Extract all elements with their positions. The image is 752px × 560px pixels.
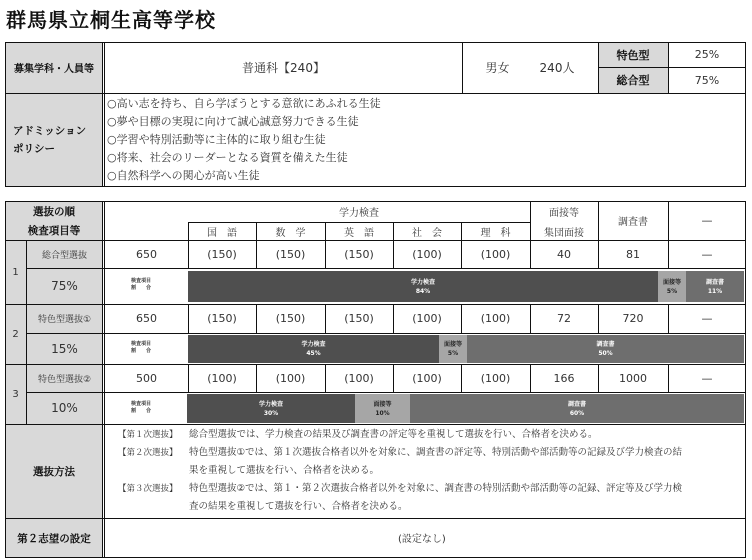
divider xyxy=(256,364,257,392)
bar-label-line2: 割 合 xyxy=(131,348,152,354)
gender-value: 男女 xyxy=(485,61,510,75)
divider xyxy=(5,201,6,558)
segment-pct: 60% xyxy=(569,409,585,417)
score-japanese: (150) xyxy=(207,312,237,325)
interview-subheader: 集団面接 xyxy=(544,227,584,239)
type-value-tokushoku: 25% xyxy=(694,48,720,61)
divider xyxy=(5,364,746,365)
bar-label-line2: 割 合 xyxy=(131,285,152,291)
academic-test-header: 学力検査 xyxy=(339,208,379,219)
bar-label xyxy=(131,401,151,415)
admission-policy-list xyxy=(107,95,737,185)
divider xyxy=(26,268,746,269)
score-interview: 166 xyxy=(553,371,575,385)
score-science: (100) xyxy=(480,371,511,385)
segment-pct: 50% xyxy=(598,350,613,357)
divider xyxy=(5,557,746,558)
course-name: 普通科【240】 xyxy=(242,61,325,75)
divider xyxy=(598,201,599,240)
recruitment-label: 募集学科・人員等 xyxy=(5,42,103,93)
bar-label-line1: 検査項目 xyxy=(131,278,152,284)
round-ratio: 15% xyxy=(51,341,78,356)
divider xyxy=(745,201,746,558)
score-math: (150) xyxy=(275,312,306,325)
score-report: 81 xyxy=(626,247,640,261)
policy-item: ○将来、社会のリーダーとなる資質を備えた生徒 xyxy=(107,151,348,164)
divider xyxy=(598,304,599,333)
method-text: 総合型選抜では、学力検査の結果及び調査書の評定等を重視して選抜を行い、合格者を決める。 xyxy=(189,429,598,440)
segment-label: 学力検査 xyxy=(301,341,326,348)
round-name: 特色型選抜② xyxy=(37,374,92,385)
round-number: 2 xyxy=(12,328,19,340)
divider xyxy=(530,364,531,392)
divider xyxy=(5,304,746,305)
divider xyxy=(5,42,6,187)
segment-label: 調査書 xyxy=(596,341,615,348)
round-number: 1 xyxy=(12,266,19,278)
bar-segment-academic xyxy=(187,394,355,423)
divider xyxy=(668,201,669,240)
round-name: 総合型選抜 xyxy=(41,250,87,261)
score-japanese: (150) xyxy=(207,247,237,261)
header-order-label: 選抜の順 xyxy=(33,205,75,218)
divider xyxy=(325,240,326,268)
bar-segment-report xyxy=(686,271,744,302)
divider xyxy=(530,240,531,268)
divider xyxy=(5,186,746,187)
capacity-cell xyxy=(462,42,598,93)
method-tag: 【第３次選抜】 xyxy=(118,484,178,494)
divider xyxy=(256,222,257,240)
bar-segment-academic xyxy=(188,335,439,363)
bar-label xyxy=(131,278,151,292)
round-ratio: 75% xyxy=(51,279,78,293)
segment-label: 学力検査 xyxy=(410,278,435,286)
capacity-value: 240人 xyxy=(539,61,575,75)
divider xyxy=(188,240,189,268)
divider xyxy=(5,201,746,202)
segment-pct: 5% xyxy=(666,287,678,295)
segment-pct: 10% xyxy=(375,409,390,417)
divider xyxy=(256,240,257,268)
score-japanese: (100) xyxy=(207,371,237,385)
divider xyxy=(188,364,189,392)
bar-label-line1: 検査項目 xyxy=(131,401,152,407)
score-english: (100) xyxy=(344,371,374,385)
divider xyxy=(461,240,462,268)
segment-pct: 45% xyxy=(306,350,321,357)
divider xyxy=(5,93,746,94)
total-score: 500 xyxy=(136,371,157,385)
page-title: 群馬県立桐生高等学校 xyxy=(6,8,216,32)
bar-segment-report xyxy=(467,335,744,363)
segment-label: 学力検査 xyxy=(258,400,283,408)
score-english: (150) xyxy=(344,312,374,325)
score-science: (100) xyxy=(480,247,511,261)
divider xyxy=(102,201,103,558)
policy-item: ○夢や目標の実現に向けて誠心誠意努力できる生徒 xyxy=(107,115,359,128)
divider xyxy=(5,240,746,241)
divider xyxy=(188,304,189,333)
score-other: — xyxy=(701,371,713,385)
divider xyxy=(745,42,746,187)
divider xyxy=(256,304,257,333)
divider xyxy=(5,518,746,519)
score-english: (150) xyxy=(344,247,374,261)
bar-segment-interview xyxy=(439,335,467,363)
score-math: (100) xyxy=(275,371,306,385)
score-science: (100) xyxy=(480,312,511,325)
divider xyxy=(5,424,746,425)
divider xyxy=(325,304,326,333)
divider xyxy=(668,364,669,392)
admission-policy-label-line2: ポリシー xyxy=(13,142,55,155)
second-choice-value: (設定なし) xyxy=(398,534,446,545)
score-interview: 72 xyxy=(557,312,571,325)
divider xyxy=(530,304,531,333)
divider xyxy=(26,240,27,424)
segment-pct: 11% xyxy=(707,287,723,295)
divider xyxy=(102,42,103,187)
segment-label: 面接等 xyxy=(443,341,462,348)
score-social: (100) xyxy=(412,312,442,325)
method-text: 特色型選抜②では、第１・第２次選抜合格者以外を対象に、調査書の特別活動や部活動等の記録、評定等及び学力検 xyxy=(189,483,683,494)
divider xyxy=(393,304,394,333)
subject-social: 社 会 xyxy=(412,227,442,239)
bar-segment-interview xyxy=(658,271,686,302)
divider xyxy=(462,42,463,93)
policy-item: ○学習や特別活動等に主体的に取り組む生徒 xyxy=(107,133,326,146)
score-interview: 40 xyxy=(557,247,571,261)
divider xyxy=(598,240,599,268)
divider xyxy=(26,392,746,393)
divider xyxy=(461,364,462,392)
divider xyxy=(5,42,746,43)
admission-policy-label-line1: アドミッション xyxy=(13,124,87,137)
score-report: 720 xyxy=(622,312,644,325)
total-score: 650 xyxy=(136,247,157,261)
type-label-sogo: 総合型 xyxy=(598,67,668,93)
subject-science: 理 科 xyxy=(480,227,511,239)
score-social: (100) xyxy=(412,247,442,261)
divider xyxy=(325,364,326,392)
method-text: 特色型選抜①では、第１次選抜合格者以外を対象に、調査書の評定等、特別活動や部活動等の記録及び学力検査の結 xyxy=(189,447,683,458)
divider xyxy=(668,240,669,268)
method-tag: 【第１次選抜】 xyxy=(118,430,178,440)
selection-method-label: 選抜方法 xyxy=(33,465,75,478)
bar-label xyxy=(131,341,151,355)
total-score: 650 xyxy=(136,312,157,325)
segment-label: 面接等 xyxy=(662,278,681,286)
subject-japanese: 国 語 xyxy=(207,227,237,239)
divider xyxy=(104,201,105,558)
divider xyxy=(325,222,326,240)
score-other: — xyxy=(701,312,713,325)
interview-header: 面接等 xyxy=(549,208,579,219)
method-text: 果を重視して選抜を行い、合格者を決める。 xyxy=(189,465,380,476)
segment-label: 調査書 xyxy=(567,400,586,408)
header-items-label: 検査項目等 xyxy=(27,225,81,237)
bar-label-line1: 検査項目 xyxy=(131,341,152,347)
method-tag: 【第２次選抜】 xyxy=(118,448,178,458)
divider xyxy=(188,222,530,223)
divider xyxy=(393,364,394,392)
type-value-sogo: 75% xyxy=(694,73,720,87)
divider xyxy=(668,42,669,93)
divider xyxy=(461,304,462,333)
report-header: 調査書 xyxy=(618,217,648,228)
bar-segment-interview xyxy=(355,394,410,423)
divider xyxy=(530,201,531,240)
policy-item: ○自然科学への関心が高い生徒 xyxy=(107,169,260,182)
second-choice-label: 第２志望の設定 xyxy=(17,532,91,545)
subject-english: 英 語 xyxy=(344,227,374,239)
type-label-tokushoku: 特色型 xyxy=(598,42,668,67)
method-text: 査の結果を重視して選抜を行い、合格者を決める。 xyxy=(189,501,408,512)
admission-policy-label xyxy=(5,93,103,186)
policy-item: ○高い志を持ち、自ら学ぼうとする意欲にあふれる生徒 xyxy=(107,97,381,110)
divider xyxy=(598,42,599,93)
bar-label-line2: 割 合 xyxy=(131,408,152,414)
bar-segment-academic xyxy=(188,271,658,302)
divider xyxy=(668,304,669,333)
segment-pct: 30% xyxy=(263,409,279,417)
divider xyxy=(104,42,105,187)
subject-math: 数 学 xyxy=(275,227,306,239)
score-report: 1000 xyxy=(619,371,647,385)
segment-pct: 84% xyxy=(415,287,431,295)
divider xyxy=(461,222,462,240)
round-number: 3 xyxy=(12,388,19,400)
segment-label: 面接等 xyxy=(373,400,392,408)
round-name: 特色型選抜① xyxy=(37,315,92,325)
score-social: (100) xyxy=(412,371,442,385)
score-math: (150) xyxy=(275,247,306,261)
segment-pct: 5% xyxy=(447,350,459,357)
divider xyxy=(393,240,394,268)
other-header: — xyxy=(701,214,713,227)
divider xyxy=(393,222,394,240)
round-ratio: 10% xyxy=(51,401,78,415)
segment-label: 調査書 xyxy=(705,278,724,286)
divider xyxy=(598,67,746,68)
divider xyxy=(26,333,746,334)
bar-segment-report xyxy=(410,394,744,423)
divider xyxy=(598,364,599,392)
score-other: — xyxy=(701,247,713,261)
divider xyxy=(188,222,189,240)
